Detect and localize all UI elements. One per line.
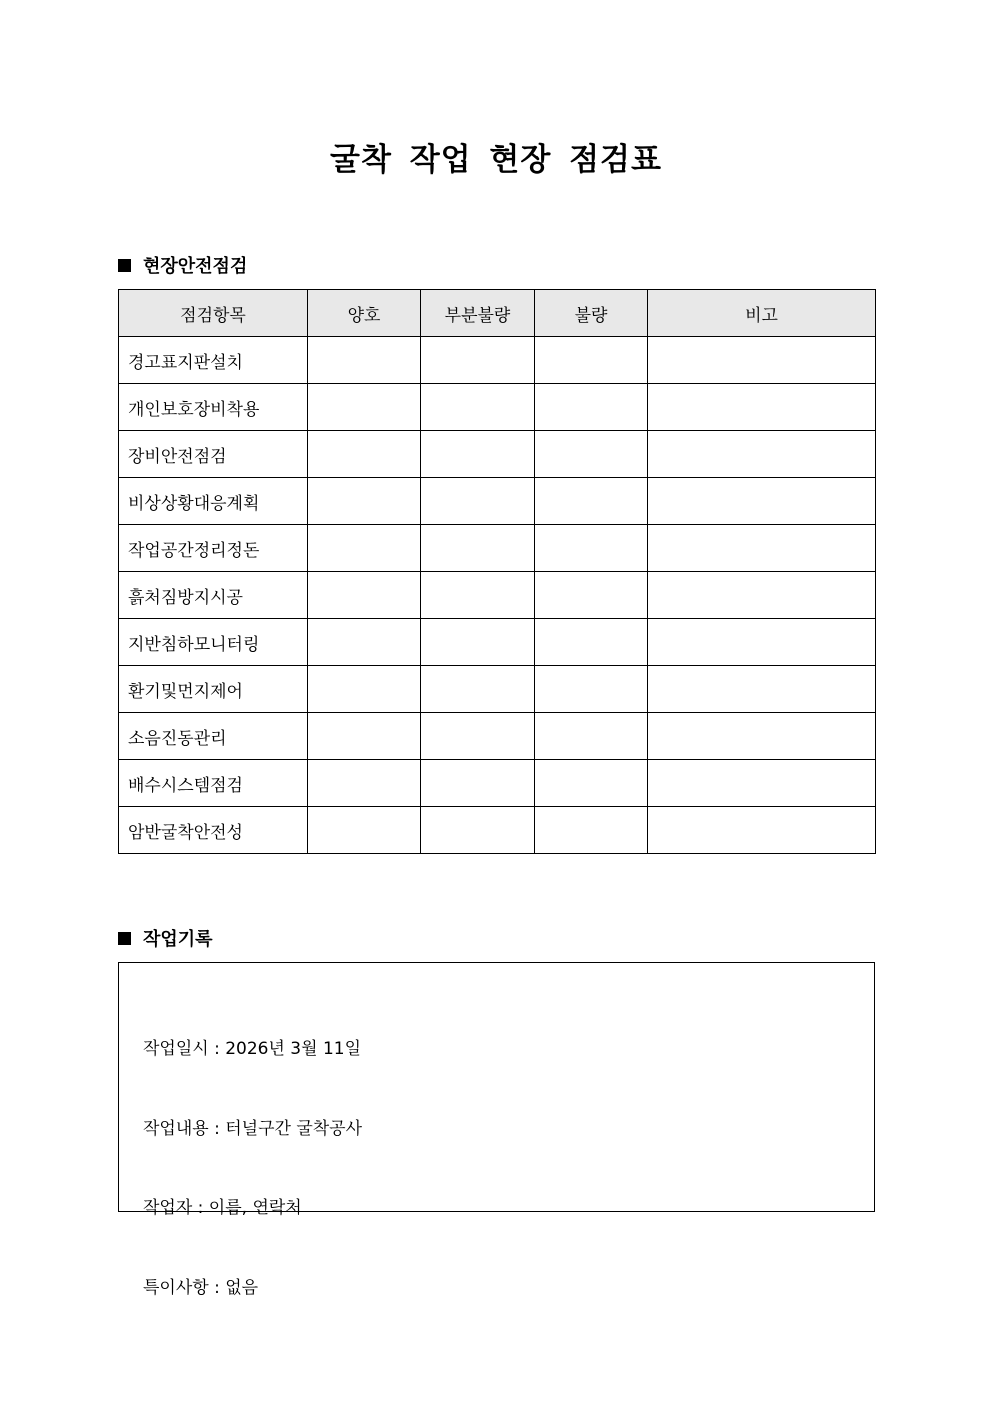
table-row	[119, 572, 876, 619]
cell-good[interactable]	[308, 619, 421, 666]
cell-good[interactable]	[308, 713, 421, 760]
checklist-item-label: 흙처짐방지시공	[119, 572, 308, 619]
cell-note[interactable]	[648, 713, 876, 760]
cell-note[interactable]	[648, 337, 876, 384]
table-row	[119, 384, 876, 431]
section-heading-label: 작업기록	[143, 929, 213, 950]
cell-good[interactable]	[308, 807, 421, 854]
checklist-item-label: 암반굴착안전성	[119, 807, 308, 854]
cell-bad[interactable]	[535, 807, 648, 854]
cell-bad[interactable]	[535, 525, 648, 572]
record-line-remarks: 특이사항 : 없음	[143, 1277, 259, 1298]
cell-bad[interactable]	[535, 384, 648, 431]
cell-partial[interactable]	[421, 713, 535, 760]
cell-good[interactable]	[308, 384, 421, 431]
checklist-item-label: 비상상황대응계획	[119, 478, 308, 525]
cell-bad[interactable]	[535, 760, 648, 807]
record-line-content: 작업내용 : 터널구간 굴착공사	[143, 1118, 363, 1139]
cell-bad[interactable]	[535, 666, 648, 713]
checklist-item-label: 장비안전점검	[119, 431, 308, 478]
column-header-good: 양호	[308, 290, 421, 337]
cell-good[interactable]	[308, 337, 421, 384]
work-record-text	[143, 983, 362, 1354]
section-heading-label: 현장안전점검	[143, 256, 248, 277]
page-title: 굴착 작업 현장 점검표	[330, 142, 662, 178]
cell-note[interactable]	[648, 619, 876, 666]
cell-note[interactable]	[648, 525, 876, 572]
table-row	[119, 760, 876, 807]
table-row	[119, 619, 876, 666]
cell-note[interactable]	[648, 431, 876, 478]
work-record-box	[118, 962, 875, 1298]
cell-good[interactable]	[308, 478, 421, 525]
cell-note[interactable]	[648, 760, 876, 807]
cell-good[interactable]	[308, 525, 421, 572]
cell-bad[interactable]	[535, 337, 648, 384]
cell-bad[interactable]	[535, 572, 648, 619]
checklist-item-label: 경고표지판설치	[119, 337, 308, 384]
cell-note[interactable]	[648, 807, 876, 854]
column-header-note: 비고	[648, 290, 876, 337]
cell-partial[interactable]	[421, 431, 535, 478]
table-row	[119, 713, 876, 760]
cell-good[interactable]	[308, 760, 421, 807]
cell-note[interactable]	[648, 384, 876, 431]
square-bullet-icon	[118, 259, 131, 272]
section-heading-safety	[118, 252, 247, 278]
table-row	[119, 666, 876, 713]
table-row	[119, 478, 876, 525]
cell-bad[interactable]	[535, 478, 648, 525]
cell-good[interactable]	[308, 431, 421, 478]
record-line-worker: 작업자 : 이름, 연락처	[143, 1198, 302, 1218]
column-header-item: 점검항목	[119, 290, 308, 337]
cell-good[interactable]	[308, 572, 421, 619]
table-row	[119, 807, 876, 854]
cell-partial[interactable]	[421, 666, 535, 713]
checklist-item-label: 개인보호장비착용	[119, 384, 308, 431]
cell-partial[interactable]	[421, 525, 535, 572]
cell-note[interactable]	[648, 478, 876, 525]
table-row	[119, 431, 876, 478]
checklist-item-label: 소음진동관리	[119, 713, 308, 760]
cell-note[interactable]	[648, 572, 876, 619]
cell-good[interactable]	[308, 666, 421, 713]
cell-partial[interactable]	[421, 478, 535, 525]
cell-partial[interactable]	[421, 760, 535, 807]
cell-partial[interactable]	[421, 619, 535, 666]
checklist-item-label: 배수시스템점검	[119, 760, 308, 807]
cell-note[interactable]	[648, 666, 876, 713]
cell-partial[interactable]	[421, 337, 535, 384]
cell-bad[interactable]	[535, 619, 648, 666]
cell-bad[interactable]	[535, 431, 648, 478]
cell-partial[interactable]	[421, 572, 535, 619]
table-row	[119, 337, 876, 384]
column-header-partial: 부분불량	[421, 290, 535, 337]
safety-checklist-table	[118, 289, 876, 854]
column-header-bad: 불량	[535, 290, 648, 337]
record-line-datetime: 작업일시 : 2026년 3월 11일	[143, 1039, 362, 1059]
table-header-row	[119, 290, 876, 337]
checklist-item-label: 환기및먼지제어	[119, 666, 308, 713]
square-bullet-icon	[118, 932, 131, 945]
section-heading-record	[118, 925, 213, 951]
cell-partial[interactable]	[421, 384, 535, 431]
table-row	[119, 525, 876, 572]
cell-partial[interactable]	[421, 807, 535, 854]
checklist-item-label: 작업공간정리정돈	[119, 525, 308, 572]
checklist-item-label: 지반침하모니터링	[119, 619, 308, 666]
cell-bad[interactable]	[535, 713, 648, 760]
